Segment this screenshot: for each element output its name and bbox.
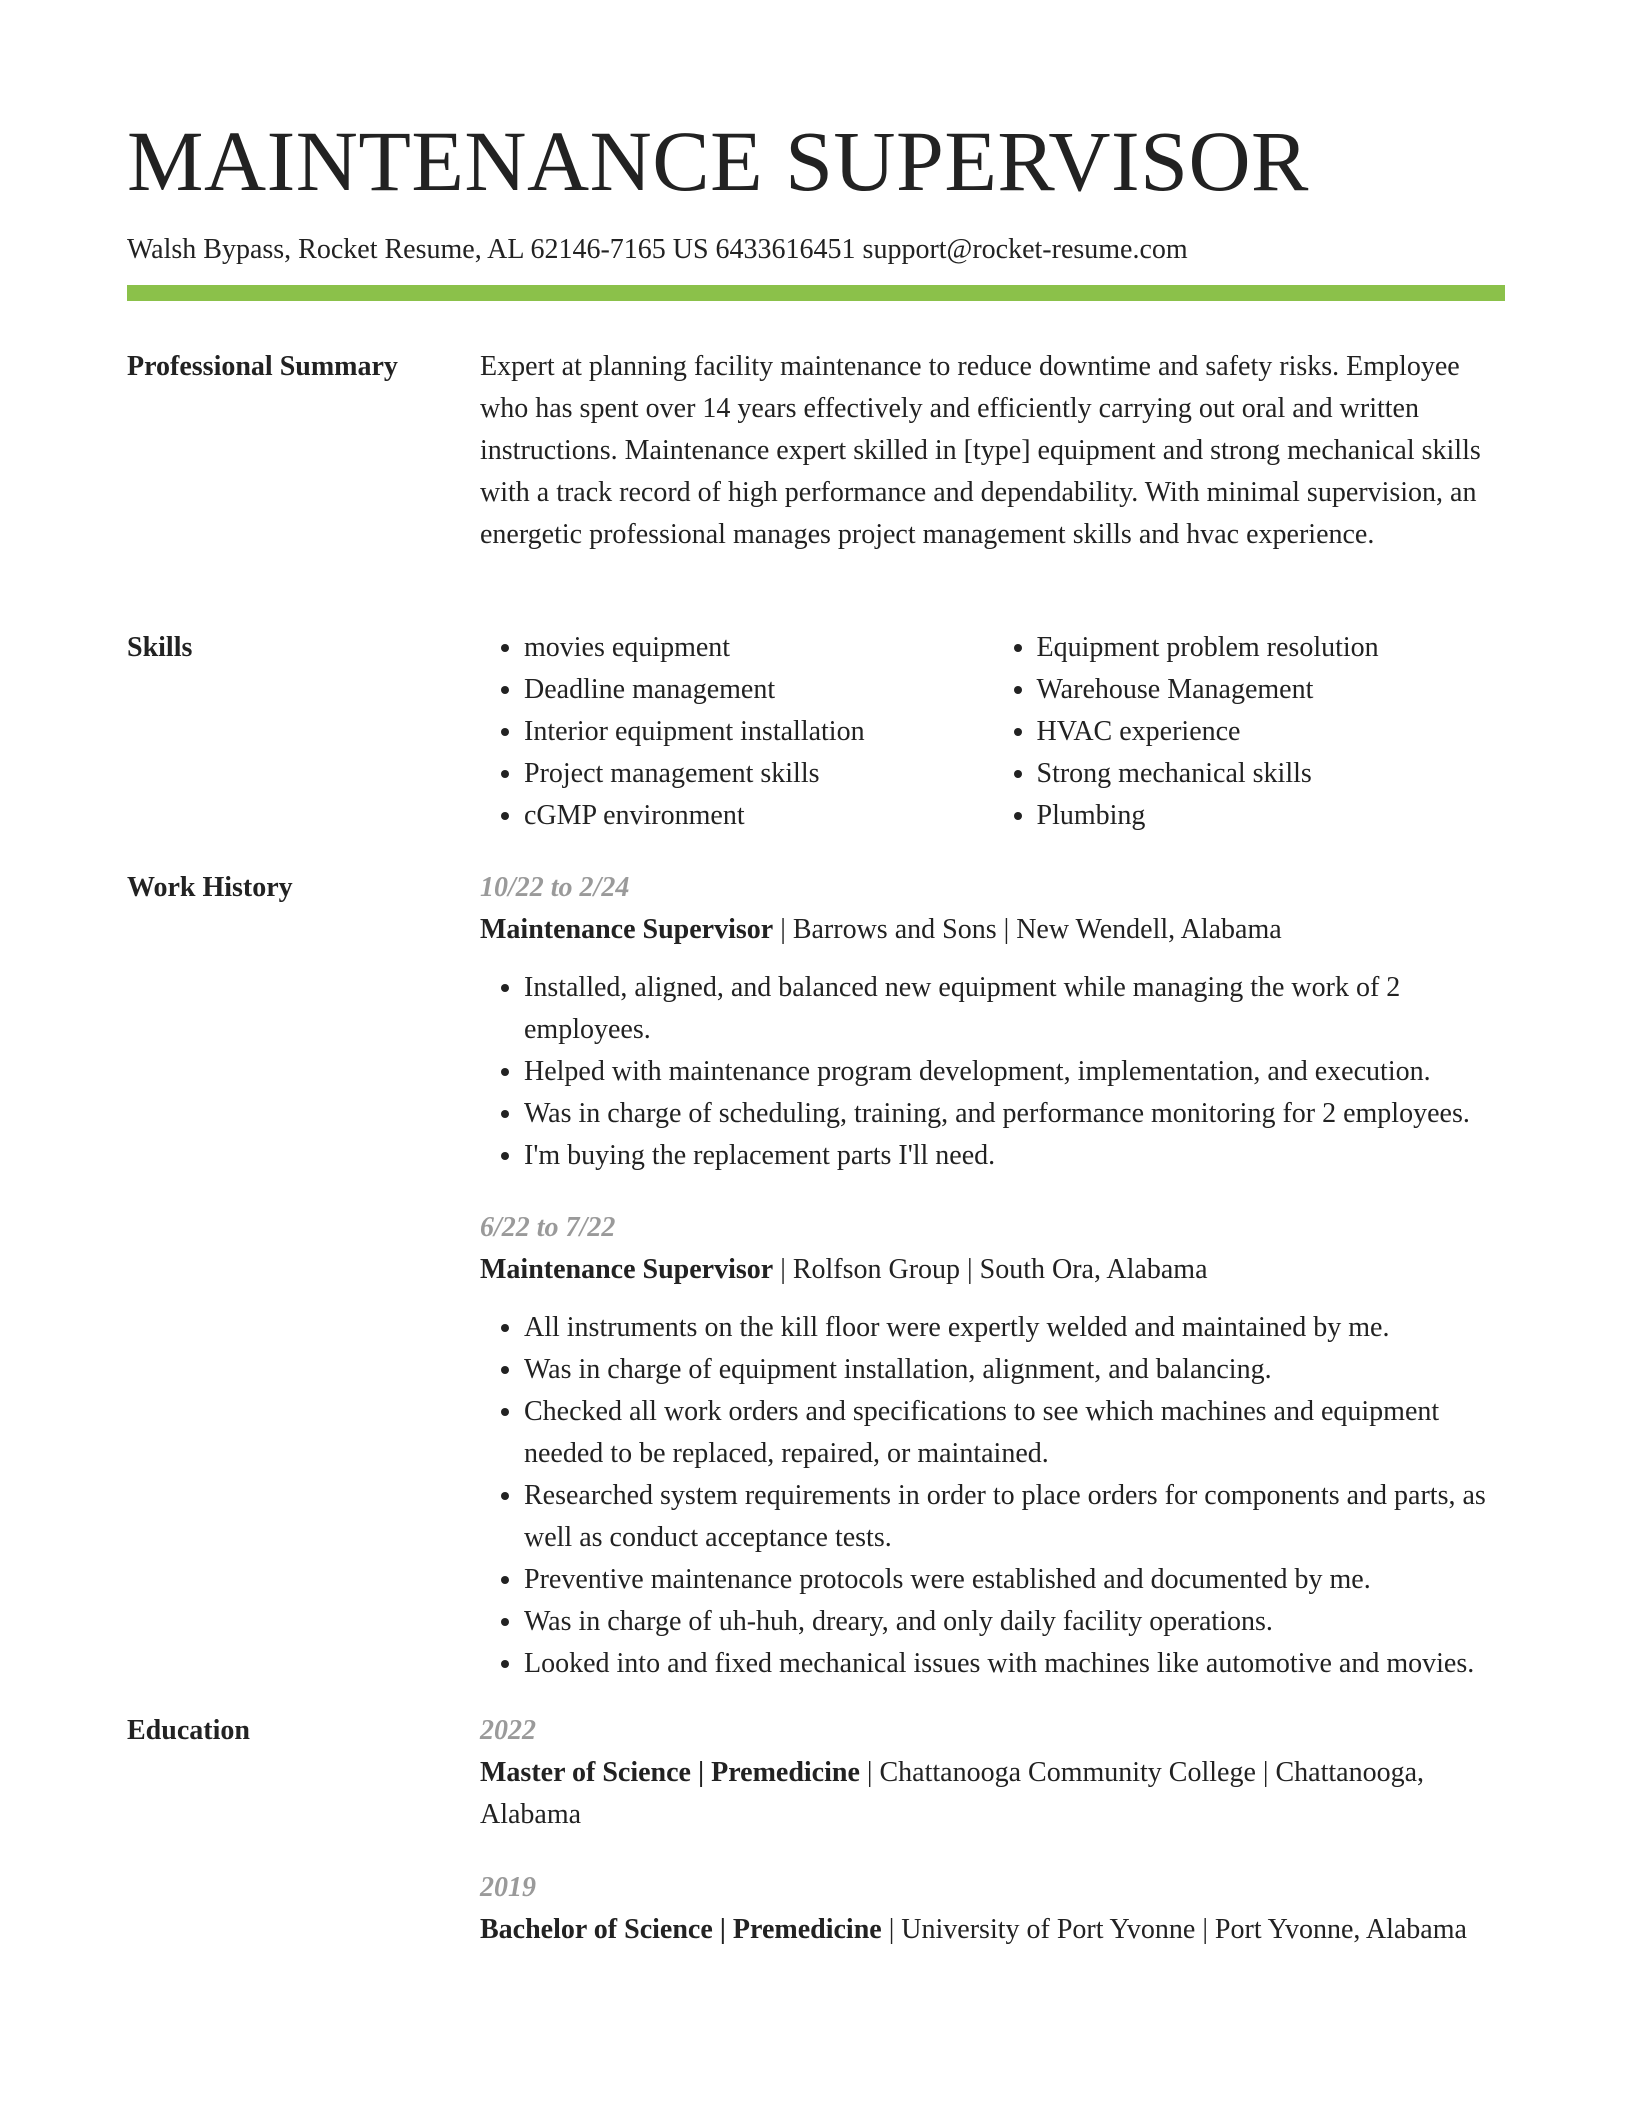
skill-item: • Plumbing — [1037, 795, 1506, 837]
job-bullet: • Researched system requirements in order to place orders for components and parts, as well as conduct acceptance tests. — [524, 1475, 1505, 1559]
education-degree: Bachelor of Science | Premedicine — [480, 1914, 882, 1945]
job-bullet: • Preventive maintenance protocols were established and documented by me. — [524, 1559, 1505, 1601]
skill-item: • cGMP environment — [524, 795, 993, 837]
job-heading — [480, 909, 1505, 951]
education-degree: Master of Science | Premedicine — [480, 1757, 860, 1788]
job-bullet: • Checked all work orders and specifications to see which machines and equipment needed to be replaced, repaired, or maintained. — [524, 1391, 1505, 1475]
summary-label: Professional Summary — [127, 351, 398, 382]
skill-item: • Equipment problem resolution — [1037, 627, 1506, 669]
job-bullet: • All instruments on the kill floor were expertly welded and maintained by me. — [524, 1307, 1505, 1349]
job-bullet: • Helped with maintenance program development, implementation, and execution. — [524, 1051, 1505, 1093]
job-entry — [480, 1207, 1505, 1685]
skill-item: • Strong mechanical skills — [1037, 753, 1506, 795]
skill-item: • Deadline management — [524, 669, 993, 711]
job-details: | Rolfson Group | South Ora, Alabama — [773, 1254, 1208, 1285]
education-label: Education — [127, 1715, 250, 1746]
education-year: 2019 — [480, 1872, 536, 1903]
job-details: | Barrows and Sons | New Wendell, Alabama — [773, 914, 1282, 945]
job-title: Maintenance Supervisor — [480, 1254, 774, 1285]
education-entry — [480, 1867, 1505, 1951]
job-bullets — [480, 967, 1505, 1177]
education-entry — [480, 1710, 1505, 1836]
skills-list-left — [480, 627, 993, 837]
education-year: 2022 — [480, 1715, 536, 1746]
job-dates: 10/22 to 2/24 — [480, 872, 630, 903]
job-dates: 6/22 to 7/22 — [480, 1212, 616, 1243]
accent-divider — [127, 285, 1505, 301]
job-bullet: • Installed, aligned, and balanced new equipment while managing the work of 2 employees. — [524, 967, 1505, 1051]
job-bullet: • Was in charge of equipment installation, alignment, and balancing. — [524, 1349, 1505, 1391]
skill-item: • Interior equipment installation — [524, 711, 993, 753]
job-bullet: • Was in charge of uh-huh, dreary, and only daily facility operations. — [524, 1601, 1505, 1643]
skill-item: • movies equipment — [524, 627, 993, 669]
summary-text: Expert at planning facility maintenance to reduce downtime and safety risks. Employee who has spent over 14 years effectively and efficiently carrying out oral and written instructions. Maintenance expert skilled in [type] equipment and strong mechanical skills with a track record of high performance and dependability. With minimal supervision, an energetic professional manages project management skills and hvac experience. — [480, 351, 1481, 550]
job-heading — [480, 1249, 1505, 1291]
contact-line: Walsh Bypass, Rocket Resume, AL 62146-7165 US 6433616451 support@rocket-resume.com — [127, 234, 1188, 265]
education-heading — [480, 1752, 1505, 1836]
education-heading — [480, 1909, 1505, 1951]
skill-item: • Warehouse Management — [1037, 669, 1506, 711]
skill-item: • HVAC experience — [1037, 711, 1506, 753]
education-details: | Chattanooga Community College | Chattanooga, Alabama — [480, 1757, 1425, 1830]
education-details: | University of Port Yvonne | Port Yvonne, Alabama — [881, 1914, 1467, 1945]
skill-item: • Project management skills — [524, 753, 993, 795]
job-title: Maintenance Supervisor — [480, 914, 774, 945]
skills-list-right — [993, 627, 1506, 837]
job-bullets — [480, 1307, 1505, 1685]
skills-label: Skills — [127, 632, 193, 663]
work-label: Work History — [127, 872, 293, 903]
job-entry — [480, 867, 1505, 1177]
job-bullet: • Was in charge of scheduling, training, and performance monitoring for 2 employees. — [524, 1093, 1505, 1135]
job-bullet: • Looked into and fixed mechanical issues with machines like automotive and movies. — [524, 1643, 1505, 1685]
job-bullet: • I'm buying the replacement parts I'll need. — [524, 1135, 1505, 1177]
resume-title: MAINTENANCE SUPERVISOR — [127, 113, 1309, 209]
